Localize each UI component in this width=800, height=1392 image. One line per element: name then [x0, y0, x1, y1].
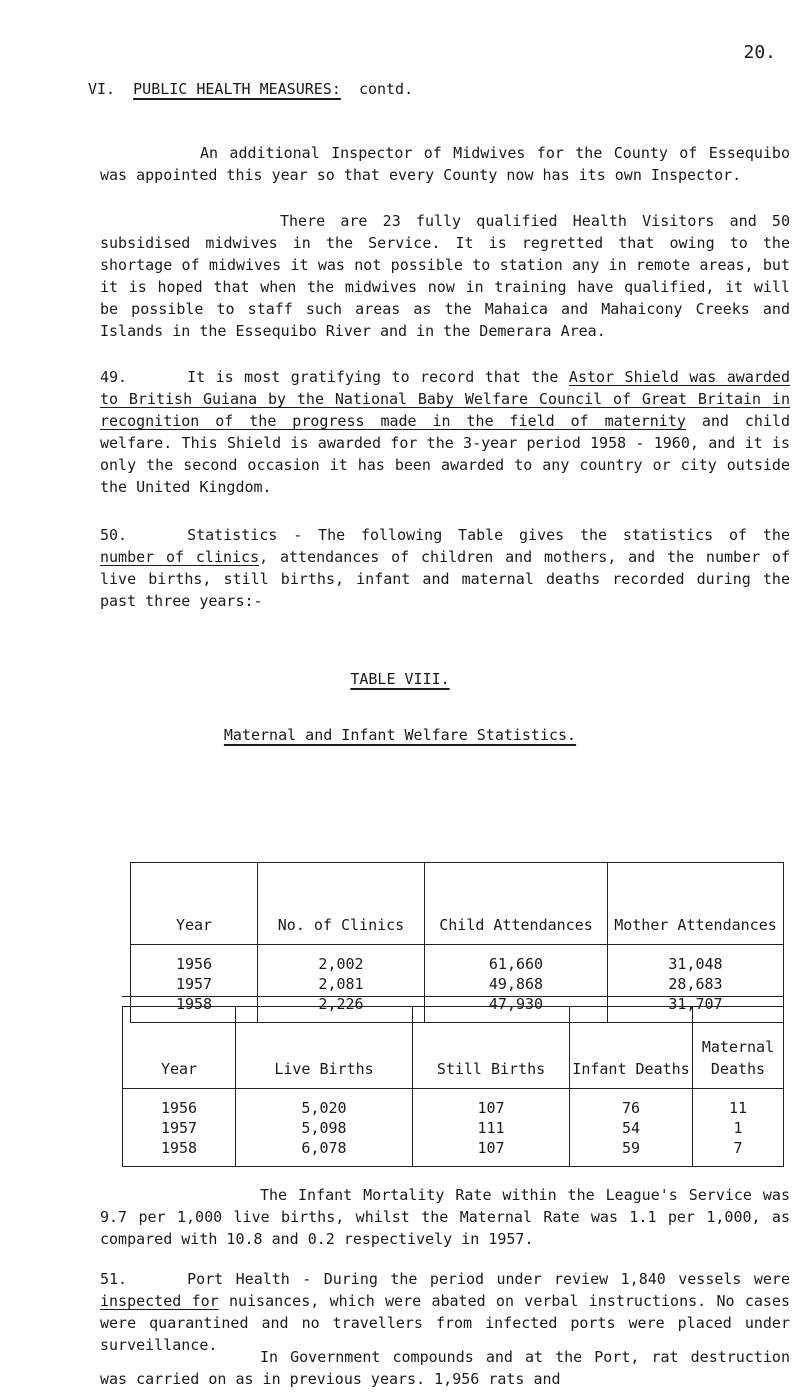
table-subtitle: Maternal and Infant Welfare Statistics.: [223, 726, 577, 744]
still-births-cells: 107 111 107: [413, 1089, 570, 1167]
section-title: PUBLIC HEALTH MEASURES:: [133, 80, 341, 98]
paragraph-text: There are 23 fully qualified Health Visitors and 50 subsidised midwives in the Service. It is regretted that owing to the shortage of midwives it was not possible to station any in remote areas, but it is hoped that when the midwives now in training have qualified, it will be possible to staff such areas as the Mahaica and Mahaicony Creeks and Islands in the Essequibo River and in the Demerara Area.: [100, 212, 790, 340]
paragraph-51: [100, 1268, 790, 1356]
paragraph-health-visitors: [100, 210, 790, 342]
paragraph-text: Statistics - The following Table gives the statistics of the: [187, 526, 790, 544]
underlined-text: number of clinics: [100, 548, 260, 566]
year-cells: 1956 1957 1958: [131, 945, 258, 1023]
paragraph-text: In Government compounds and at the Port, rat destruction was carried on as in previous years. 1,956 rats and: [100, 1348, 790, 1388]
paragraph-text: and child welfare. This Shield is awarded for the 3-year period 1958 - 1960, and it is only the second occasion it has been awarded to any country or city outside the United Kingdom.: [100, 412, 790, 496]
column-header: Year: [123, 1007, 236, 1089]
column-header: Year: [131, 863, 258, 945]
clinics-cells: 2,002 2,081 2,226: [258, 945, 425, 1023]
section-heading: [88, 78, 413, 100]
table-row: [123, 1089, 784, 1167]
underlined-text: inspected for: [100, 1292, 219, 1310]
section-number: VI.: [88, 80, 116, 98]
paragraph-number: 49.: [100, 368, 128, 386]
column-header: Still Births: [413, 1007, 570, 1089]
live-births-cells: 5,020 5,098 6,078: [236, 1089, 413, 1167]
maternal-deaths-cells: 11 1 7: [693, 1089, 784, 1167]
year-cells: 1956 1957 1958: [123, 1089, 236, 1167]
section-suffix: contd.: [358, 80, 414, 98]
paragraph-text: nuisances, which were abated on verbal instructions. No cases were quarantined and no travellers from infected ports were placed under surveillance.: [100, 1292, 790, 1354]
paragraph-mortality-rate: [100, 1184, 790, 1250]
clinic-attendance-table: [130, 862, 784, 1023]
page-number: 20.: [743, 42, 776, 63]
table-title: TABLE VIII.: [350, 670, 450, 688]
infant-deaths-cells: 76 54 59: [570, 1089, 693, 1167]
paragraph-number: 51.: [100, 1270, 128, 1288]
column-header: No. of Clinics: [258, 863, 425, 945]
underlined-text: Astor Shield was awarded to British Guiana by the National Baby Welfare Council of Great Britain in recognition of the progress made in the field of maternity: [100, 368, 790, 430]
paragraph-text: An additional Inspector of Midwives for the County of Essequibo was appointed this year so that every County now has its own Inspector.: [100, 144, 790, 184]
paragraph-50: [100, 524, 790, 612]
column-header: Maternal Deaths: [693, 1007, 784, 1089]
column-header: Infant Deaths: [570, 1007, 693, 1089]
column-header: Mother Attendances: [608, 863, 784, 945]
column-header: Live Births: [236, 1007, 413, 1089]
paragraph-number: 50.: [100, 526, 128, 544]
child-attendance-cells: 61,660 49,868 47,930: [425, 945, 608, 1023]
paragraph-inspector: [100, 142, 790, 186]
paragraph-49: [100, 366, 790, 498]
paragraph-text: Port Health - During the period under review 1,840 vessels were: [187, 1270, 790, 1288]
paragraph-text: , attendances of children and mothers, and the number of live births, still births, infant and maternal deaths recorded during the past three years:-: [100, 548, 790, 610]
column-header: Child Attendances: [425, 863, 608, 945]
mother-attendance-cells: 31,048 28,683 31,707: [608, 945, 784, 1023]
paragraph-rat-destruction: [100, 1346, 790, 1390]
table-separator: [122, 996, 784, 997]
paragraph-text: It is most gratifying to record that the: [187, 368, 569, 386]
births-deaths-table: [122, 1006, 784, 1167]
paragraph-text: The Infant Mortality Rate within the League's Service was 9.7 per 1,000 live births, whilst the Maternal Rate was 1.1 per 1,000, as compared with 10.8 and 0.2 respectively in 1957.: [100, 1186, 790, 1248]
